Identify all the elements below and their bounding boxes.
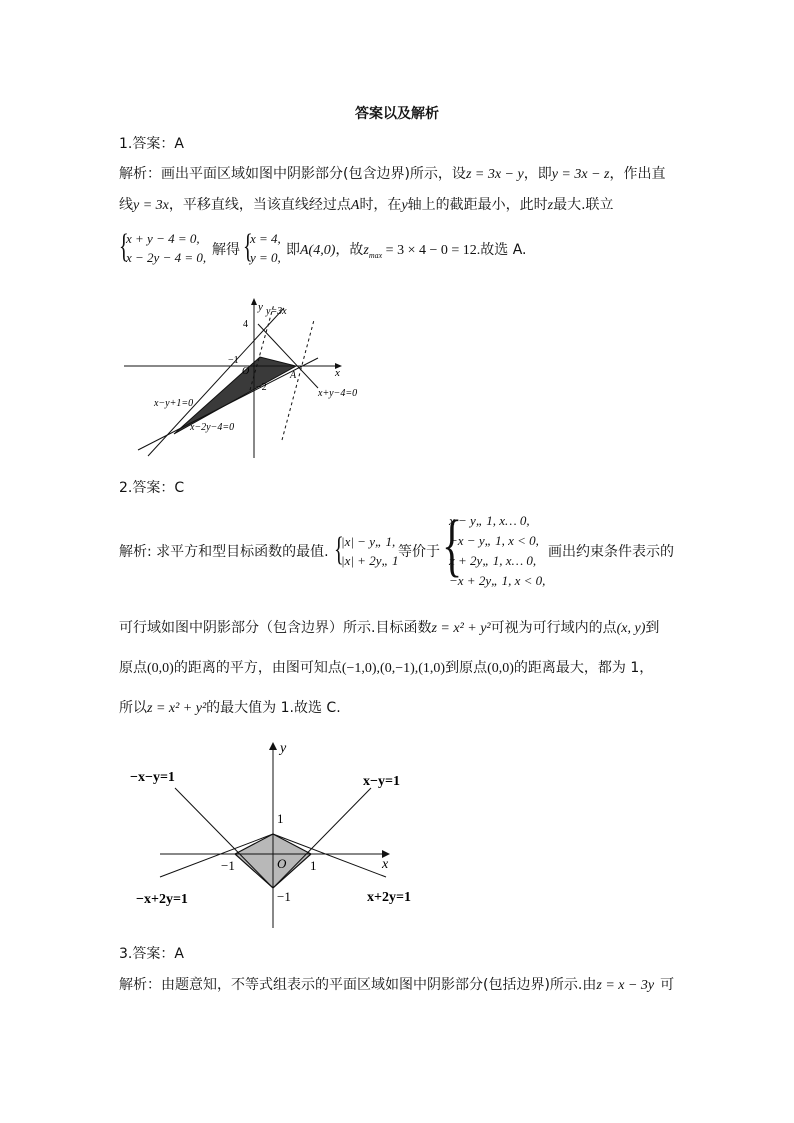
q2-tick-1y: 1 bbox=[277, 811, 284, 826]
q1-analysis-line1: 解析：画出平面区域如图中阴影部分(包含边界)所示，设z = 3x − y，即y = 3x − z，作出直 bbox=[119, 166, 666, 182]
q2-line3: 原点(0,0)的距离的平方，由图可知点(−1,0),(0,−1),(1,0)到原点(0,0)的距离最大，都为 1， bbox=[119, 660, 654, 676]
q2-analysis-lead: 解析: 求平方和型目标函数的最值. bbox=[119, 544, 329, 560]
q1-label-x-y+1: x−y+1=0 bbox=[154, 398, 194, 409]
page-title: 答案以及解析 bbox=[355, 106, 439, 122]
q2-tick-m1y: −1 bbox=[277, 889, 291, 904]
q2-line4: 所以z = x² + y²的最大值为 1.故选 C. bbox=[119, 700, 341, 716]
q2-y-arrow bbox=[269, 742, 277, 750]
q2-label-x: x bbox=[382, 857, 389, 872]
q3-analysis-line1: 解析：由题意知，不等式组表示的平面区域如图中阴影部分(包括边界)所示.由z = x − 3y 可 bbox=[119, 977, 675, 993]
q1-system-1: { x + y − 4 = 0, x − 2y − 4 = 0, bbox=[119, 228, 207, 265]
q1-tick-o: O bbox=[242, 366, 250, 377]
q1-dashed-line-2 bbox=[282, 320, 314, 440]
q2-tick-m1x: −1 bbox=[221, 858, 235, 873]
q2-tick-1x: 1 bbox=[310, 858, 317, 873]
q2-equiv-system: { x − y„ 1, x… 0, −x − y„ 1, x < 0, x + 2y„ 1, x… 0, −x + 2y„ 1, x < 0, bbox=[442, 507, 546, 588]
q2-line2: 可行域如图中阴影部分（包含边界）所示.目标函数z = x² + y²可视为可行域内的点(x, y)到 bbox=[119, 620, 660, 636]
q2-analysis-tail: 画出约束条件表示的 bbox=[548, 544, 674, 560]
q1-analysis-line2: 线y = 3x，平移直线，当该直线经过点A时，在y轴上的截距最小，此时z最大.联立 bbox=[119, 197, 614, 213]
q1-conclusion: 即A(4,0)，故$z_{max} = 3 \times 4 - 0 = 12$.故选 A. bbox=[286, 242, 527, 260]
q2-line-nx-y bbox=[175, 788, 273, 888]
q2-label-br: x+2y=1 bbox=[367, 890, 411, 905]
q2-constraint-system: { |x| − y„ 1, |x| + 2y„ 1 bbox=[334, 531, 399, 568]
q1-y-arrow bbox=[251, 298, 257, 305]
q2-label-tl: −x−y=1 bbox=[130, 770, 175, 785]
q1-label-A: A bbox=[290, 370, 297, 381]
q2-line-x-y bbox=[273, 788, 371, 888]
q3-answer: 3.答案：A bbox=[119, 946, 184, 962]
q1-answer: 1.答案：A bbox=[119, 136, 184, 152]
q2-figure bbox=[120, 738, 430, 933]
q1-label-y: y bbox=[258, 301, 263, 313]
q2-equiv-label: 等价于 bbox=[398, 544, 440, 560]
q1-tick-4: 4 bbox=[243, 319, 248, 330]
q1-label-y3x: y=3x bbox=[266, 306, 287, 317]
q1-label-x: x bbox=[335, 367, 340, 379]
q1-system-2: { x = 4, y = 0, bbox=[243, 228, 281, 265]
q1-figure bbox=[118, 290, 363, 460]
q2-tick-o: O bbox=[277, 856, 287, 871]
q2-answer: 2.答案：C bbox=[119, 480, 185, 496]
q1-tick-m1: −1 bbox=[228, 355, 239, 366]
q1-tick-m2: −2 bbox=[256, 382, 267, 393]
q2-label-y: y bbox=[280, 741, 287, 756]
q1-solve-label: 解得 bbox=[212, 242, 240, 258]
q2-label-bl: −x+2y=1 bbox=[136, 892, 188, 907]
q1-label-x+y-4: x+y−4=0 bbox=[318, 388, 358, 399]
q2-label-tr: x−y=1 bbox=[363, 774, 400, 789]
q1-label-x-2y-4: x−2y−4=0 bbox=[190, 422, 235, 433]
